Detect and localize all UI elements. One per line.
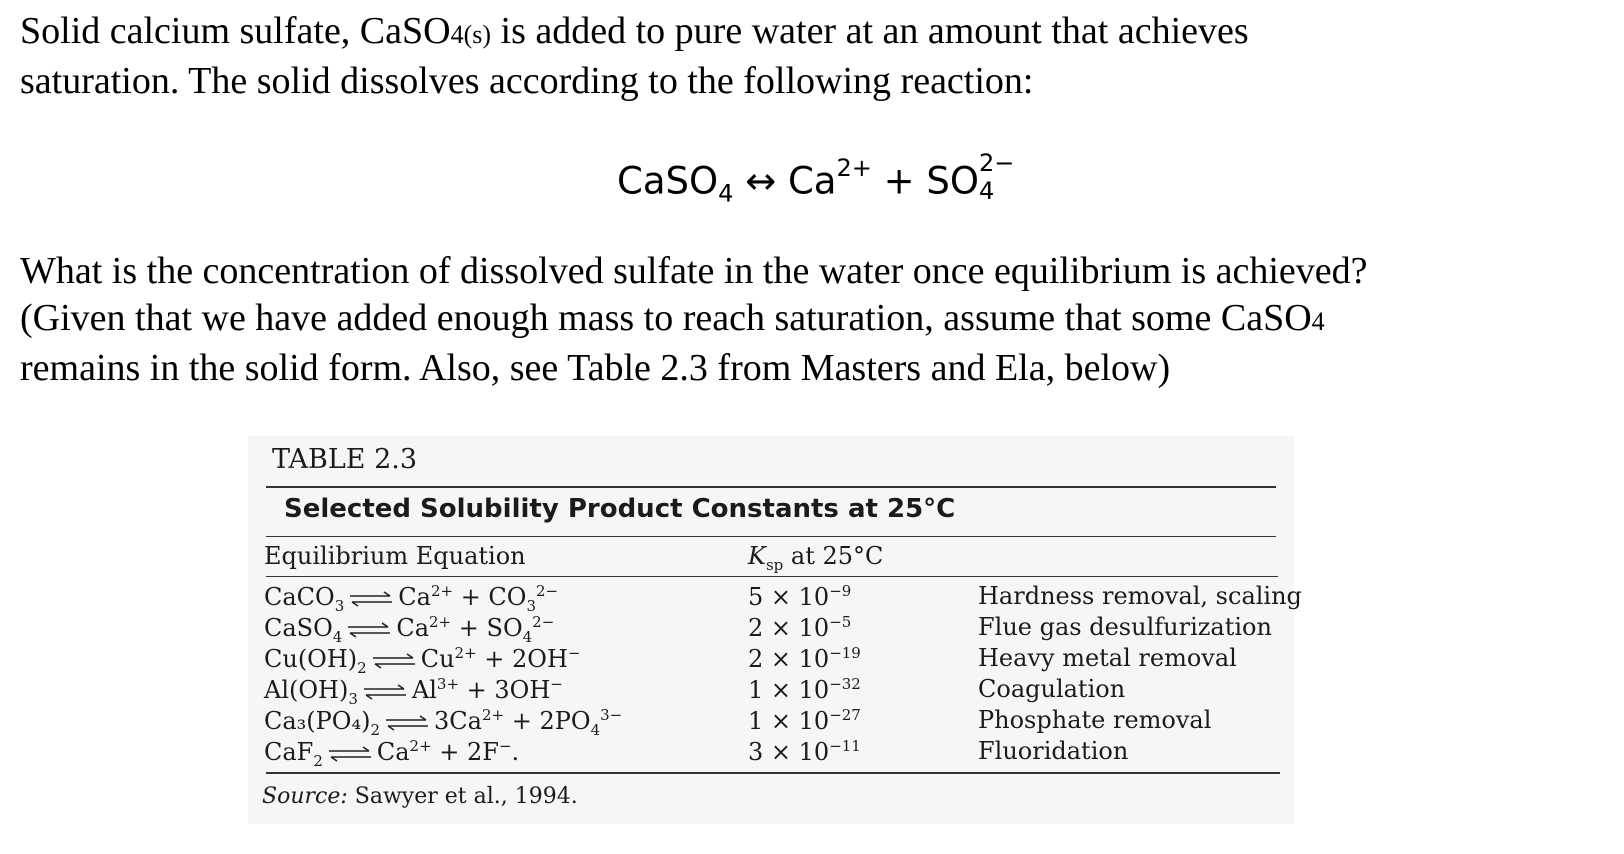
row-ksp — [748, 706, 861, 735]
intro-line-2: saturation. The solid dissolves according to the following reaction: — [20, 60, 1034, 102]
intro-line-1 — [20, 8, 1249, 58]
row-ksp-base: 2 × 10 — [748, 645, 830, 673]
row-product-1-charge: 2+ — [409, 737, 432, 755]
question-line-2-text: (Given that we have added enough mass to reach saturation, assume that some CaSO — [20, 297, 1312, 339]
table-title: Selected Solubility Product Constants at 25°C — [284, 494, 956, 524]
table-row — [248, 644, 1294, 675]
table-caption: TABLE 2.3 — [272, 444, 418, 475]
row-application: Coagulation — [978, 675, 1126, 703]
equilibrium-arrows-icon — [327, 746, 373, 762]
question-line-3: remains in the solid form. Also, see Table 2.3 from Masters and Ela, below) — [20, 347, 1171, 389]
row-ksp-exponent: −32 — [829, 675, 861, 693]
row-equation — [264, 675, 563, 708]
row-product-1-charge: 3+ — [436, 675, 460, 693]
row-ksp — [748, 644, 861, 673]
row-application: Flue gas desulfurization — [978, 613, 1272, 641]
table-row — [248, 582, 1302, 615]
table-rule-top — [266, 486, 1276, 488]
row-reactant-sub: 4 — [332, 627, 343, 646]
row-product-2-charge: − — [550, 675, 563, 693]
table-row — [248, 675, 1294, 706]
row-reactant: Ca₃(PO₄) — [264, 707, 371, 735]
row-reactant: Al(OH) — [264, 676, 349, 704]
row-application: Hardness removal, scaling — [978, 582, 1302, 610]
row-ksp-exponent: −5 — [829, 613, 852, 631]
row-product-2: + 3OH — [459, 676, 551, 704]
row-ksp-exponent: −9 — [829, 582, 852, 600]
row-ksp-exponent: −11 — [829, 737, 861, 755]
row-ksp — [748, 737, 861, 766]
equilibrium-arrows-icon — [346, 622, 392, 638]
row-trailing-mark: . — [511, 738, 520, 766]
col-header-ksp — [748, 542, 883, 574]
eq-product-1-charge: 2+ — [836, 154, 872, 182]
row-reactant-sub: 3 — [334, 596, 345, 615]
table-rule-title — [266, 536, 1276, 537]
question-line-2 — [20, 295, 1368, 345]
row-ksp — [748, 582, 851, 611]
equilibrium-arrows-icon — [362, 684, 408, 700]
row-product-2-sub: 3 — [526, 596, 537, 615]
intro-line-1-rest: is added to pure water at an amount that achieves — [491, 10, 1249, 52]
question-paragraph — [20, 248, 1368, 392]
intro-paragraph — [20, 8, 1249, 105]
table-rule-bottom — [266, 772, 1280, 774]
equilibrium-arrows-icon — [371, 653, 417, 669]
table-rule-header — [266, 576, 1278, 577]
row-product-2-charge: 3− — [600, 706, 623, 724]
source-text: Sawyer et al., 1994. — [347, 784, 578, 809]
row-reactant-sub: 2 — [357, 658, 367, 677]
row-reactant: Cu(OH) — [264, 645, 358, 673]
intro-line-1-text: Solid calcium sulfate, CaSO — [20, 10, 451, 52]
row-equation — [264, 644, 580, 677]
row-reactant-sub: 2 — [370, 720, 381, 739]
intro-subscript: 4(s) — [450, 20, 492, 49]
question-subscript: 4 — [1311, 307, 1325, 336]
eq-arrow: ↔ — [745, 159, 777, 203]
row-ksp-base: 3 × 10 — [748, 738, 830, 766]
solubility-table-image — [248, 436, 1302, 824]
row-reactant: CaCO — [264, 583, 335, 611]
ksp-header-rest: at 25°C — [783, 542, 884, 570]
row-product-2-charge: 2− — [536, 582, 559, 600]
row-product-1-charge: 2+ — [429, 613, 452, 631]
row-application: Heavy metal removal — [978, 644, 1237, 672]
row-product-1-charge: 2+ — [430, 582, 454, 600]
row-product-2: + 2OH — [476, 645, 568, 673]
equilibrium-arrows-icon — [384, 715, 430, 731]
row-product-2: + SO — [451, 614, 523, 642]
table-row — [248, 706, 1294, 737]
row-ksp-base: 1 × 10 — [748, 707, 830, 735]
row-product-2-sub: 4 — [522, 627, 533, 646]
row-product-1: Ca — [376, 738, 410, 766]
question-line-1: What is the concentration of dissolved sulfate in the water once equilibrium is achieved? — [20, 250, 1368, 292]
eq-plus: + — [883, 159, 915, 203]
ksp-sub: sp — [765, 555, 784, 574]
row-reactant-sub: 3 — [348, 689, 358, 708]
row-reactant: CaF — [264, 738, 314, 766]
col-header-equation: Equilibrium Equation — [264, 542, 526, 570]
row-reactant-sub: 2 — [313, 751, 323, 770]
reaction-equation — [0, 149, 1624, 208]
row-ksp-exponent: −19 — [829, 644, 861, 662]
row-ksp-base: 5 × 10 — [748, 583, 830, 611]
table-row — [248, 613, 1294, 644]
row-ksp — [748, 675, 861, 704]
row-product-1: Al — [411, 676, 437, 704]
eq-product-2-indices — [979, 149, 1015, 206]
row-reactant: CaSO — [264, 614, 333, 642]
eq-reactant-sub: 4 — [718, 179, 734, 208]
eq-product-2-charge: 2− — [979, 149, 1015, 178]
eq-product-2: SO — [926, 159, 979, 203]
row-product-2: + CO — [453, 583, 527, 611]
table-row — [248, 737, 1294, 768]
row-product-1: Ca — [398, 583, 431, 611]
row-application: Phosphate removal — [978, 706, 1212, 734]
row-equation — [264, 613, 554, 646]
row-equation — [264, 706, 622, 739]
eq-product-2-sub: 4 — [979, 177, 995, 206]
row-ksp-base: 1 × 10 — [748, 676, 830, 704]
row-product-1: 3Ca — [434, 707, 482, 735]
row-product-2: + 2F — [431, 738, 499, 766]
row-product-1: Cu — [420, 645, 455, 673]
eq-product-1: Ca — [787, 159, 837, 203]
row-ksp-base: 2 × 10 — [748, 614, 830, 642]
equilibrium-arrows-icon — [348, 591, 394, 607]
row-product-2-sub: 4 — [590, 720, 601, 739]
row-product-1: Ca — [396, 614, 430, 642]
ksp-symbol: K — [748, 542, 766, 570]
row-product-2-charge: − — [567, 644, 581, 662]
row-product-1-charge: 2+ — [454, 644, 477, 662]
row-equation — [264, 737, 519, 770]
eq-reactant: CaSO — [616, 159, 719, 203]
row-ksp — [748, 613, 851, 642]
row-application: Fluoridation — [978, 737, 1129, 765]
table-source — [262, 784, 578, 809]
row-equation — [264, 582, 558, 615]
row-ksp-exponent: −27 — [829, 706, 861, 724]
row-product-2-charge: − — [498, 737, 512, 755]
source-label: Source: — [262, 784, 348, 809]
row-product-2: + 2PO — [504, 707, 591, 735]
row-product-1-charge: 2+ — [481, 706, 505, 724]
row-product-2-charge: 2− — [532, 613, 555, 631]
